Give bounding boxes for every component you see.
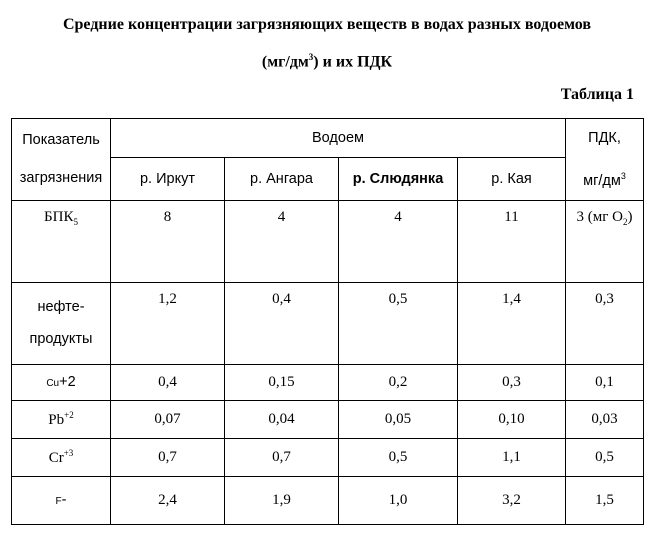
row-label-bpk5 xyxy=(12,200,111,282)
table-row xyxy=(12,476,644,524)
pdk-bpk-close: ) xyxy=(627,208,633,225)
concentration-table xyxy=(11,118,644,525)
header-pdk xyxy=(566,119,644,201)
cell-value: 0,15 xyxy=(225,364,339,400)
label-cr-charge: +3 xyxy=(63,447,74,458)
header-indicator-line1: Показатель xyxy=(22,132,100,149)
label-petroleum-line2: продукты xyxy=(29,331,93,348)
cell-value: 0,2 xyxy=(339,364,458,400)
table-number: Таблица 1 xyxy=(560,86,634,103)
cell-value: 0,5 xyxy=(339,282,458,364)
cell-value: 0,10 xyxy=(458,400,566,438)
table-title-line2 xyxy=(0,52,654,71)
table-row xyxy=(12,400,644,438)
title-units-open: (мг/дм xyxy=(261,53,309,71)
pdk-bpk-sub: 2 xyxy=(622,216,628,227)
cell-value: 0,3 xyxy=(458,364,566,400)
row-label-petroleum xyxy=(12,282,111,364)
label-f-charge: - xyxy=(61,492,67,509)
cell-value: 1,1 xyxy=(458,438,566,476)
header-river-irkut: р. Иркут xyxy=(111,158,225,200)
cell-value: 1,0 xyxy=(339,476,458,524)
row-label-cu xyxy=(12,364,111,400)
header-pdk-sup: 3 xyxy=(620,171,626,181)
cell-pdk: 1,5 xyxy=(566,476,644,524)
header-pdk-unit: мг/дм xyxy=(583,172,621,189)
cell-value: 0,5 xyxy=(339,438,458,476)
label-petroleum-line1: нефте- xyxy=(37,299,85,316)
cell-value: 0,7 xyxy=(111,438,225,476)
header-indicator-line2: загрязнения xyxy=(19,170,103,187)
table-row xyxy=(12,200,644,282)
label-f: F xyxy=(55,496,62,508)
cell-value: 4 xyxy=(339,200,458,282)
table-title-line1: Средние концентрации загрязняющих веществ в водах разных водоемов xyxy=(62,16,592,33)
label-cu-charge: +2 xyxy=(59,374,76,391)
cell-pdk: 0,1 xyxy=(566,364,644,400)
row-label-f xyxy=(12,476,111,524)
header-water-body: Водоем xyxy=(111,119,566,158)
label-bpk: БПК xyxy=(44,208,74,225)
header-river-slyudyanka: р. Слюдянка xyxy=(339,158,458,200)
cell-value: 0,4 xyxy=(225,282,339,364)
header-pdk-line2 xyxy=(566,157,643,200)
header-river-angara: р. Ангара xyxy=(225,158,339,200)
cell-value: 4 xyxy=(225,200,339,282)
cell-value: 0,4 xyxy=(111,364,225,400)
cell-value: 8 xyxy=(111,200,225,282)
label-pb: Pb xyxy=(48,411,65,428)
cell-pdk: 0,3 xyxy=(566,282,644,364)
label-bpk-sub: 5 xyxy=(73,216,78,227)
cell-value: 1,4 xyxy=(458,282,566,364)
cell-value: 0,7 xyxy=(225,438,339,476)
table-row xyxy=(12,282,644,364)
title-units-close: ) и их ПДК xyxy=(313,53,393,71)
header-river-kaya: р. Кая xyxy=(458,158,566,200)
label-cr: Cr xyxy=(48,449,64,466)
cell-value: 3,2 xyxy=(458,476,566,524)
header-indicator xyxy=(12,119,111,201)
label-cu: Cu xyxy=(46,378,60,390)
row-label-pb xyxy=(12,400,111,438)
pdk-bpk: 3 (мг O xyxy=(576,208,623,225)
cell-value: 1,9 xyxy=(225,476,339,524)
cell-pdk: 0,03 xyxy=(566,400,644,438)
cell-pdk xyxy=(566,200,644,282)
cell-value: 1,2 xyxy=(111,282,225,364)
cell-value: 0,04 xyxy=(225,400,339,438)
cell-value: 0,05 xyxy=(339,400,458,438)
cell-value: 0,07 xyxy=(111,400,225,438)
cell-value: 11 xyxy=(458,200,566,282)
label-pb-charge: +2 xyxy=(64,409,74,420)
header-pdk-line1: ПДК, xyxy=(588,130,621,146)
table-row xyxy=(12,364,644,400)
row-label-cr xyxy=(12,438,111,476)
table-row xyxy=(12,438,644,476)
cell-value: 2,4 xyxy=(111,476,225,524)
cell-pdk: 0,5 xyxy=(566,438,644,476)
title-units-sup: 3 xyxy=(308,52,314,62)
